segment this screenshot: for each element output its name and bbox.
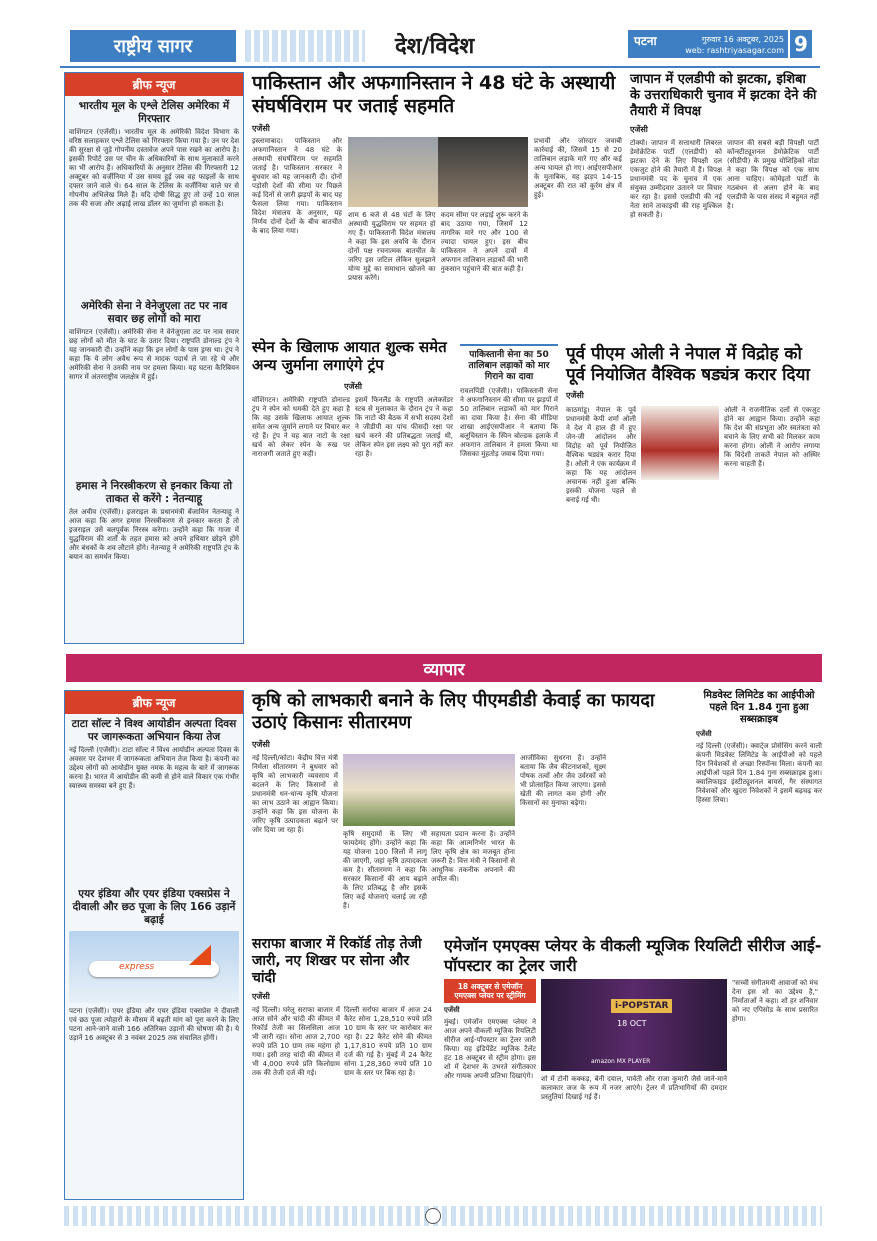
agri-col-4: आजीविका सुधरना है। उन्होंने बताया कि जैव कीटनाशकों, सूक्ष्म पोषक तत्वों और जैव उर्वरकों को भी प्रोत्साहित किया जाएगा। इससे खेती की लागत कम होगी और किसानों का मुनाफा बढ़ेगा।	[520, 753, 606, 807]
brief-tag: ब्रीफ न्यूज	[65, 691, 243, 714]
trump-col-1: वॉशिंगटन। अमेरिकी राष्ट्रपति डोनाल्ड ट्रंप ने स्पेन को धमकी देते हुए कहा है कि वह उसके खिलाफ आयात शुल्क समेत अन्य जुर्माने लगाने पर विचार कर रहे हैं। ट्रंप ने यह बात नाटो के रक्षा खर्च को लेकर स्पेन के रुख पर नाराजगी जताते हुए कही।	[252, 395, 350, 458]
story-title[interactable]: पाकिस्तानी सेना का 50 तालिबान लड़ाकों को मार गिराने का दावा	[468, 350, 550, 382]
date: गुरुवार 16 अक्टूबर, 2025	[701, 35, 784, 44]
japan-col-2: जापान की सबसे बड़ी विपक्षी पार्टी कॉन्स्टीट्यूशनल डेमोक्रेटिक पार्टी (सीडीपी) के प्रमुख योशिहिको नोडा ने कहा कि विपक्ष को एक साथ आना चाहिए। कोमेइतो पार्टी के गठबंधन से अलग होने के बाद एलडीपी के पास संसद में बहुमत नहीं है।	[727, 138, 819, 210]
bullion-col-1: नई दिल्ली। घरेलू सराफा बाजार में आज सोने और चांदी की कीमत में रिकॉर्ड तेजी का सिलसिला आज भी जारी रहा। सोना आज 2,700 रुपये प्रति 10 ग्राम तक महंगा हो गया। इसी तरह चांदी की कीमत में भी 4,000 रुपये प्रति किलोग्राम तक की तेजी दर्ज की गई।	[252, 1006, 340, 1078]
mxplayer-story	[444, 936, 822, 1200]
story-title[interactable]: भारतीय मूल के एश्ले टेलिस अमेरिका में गिरफ्तार	[78, 100, 230, 125]
city: पटना	[634, 34, 657, 48]
bullion-headline[interactable]: सराफा बाजार में रिकॉर्ड तोड़ तेजी जारी, नए शिखर पर सोना और चांदी	[252, 936, 422, 987]
plane-livery: express	[119, 962, 155, 972]
byline: एजेंसी	[630, 124, 648, 134]
byline: एजेंसी	[444, 1006, 460, 1015]
lead-col-2: शाम 6 बजे से 48 घंटों के लिए अस्थायी युद्धविराम पर सहमत हो गए हैं। पाकिस्तानी विदेश मंत्रालय ने कहा कि इस अवधि के दौरान दोनों पक्ष रचनात्मक बातचीत के जरिए इस जटिल लेकिन सुलझाने योग्य मुद्दे का समाधान खोजने का प्रयास करेंगे।	[348, 211, 436, 283]
nepal-story	[566, 344, 822, 644]
header-decoration	[245, 30, 365, 62]
agri-col-1: नई दिल्ली/कोटा। केंद्रीय वित्त मंत्री निर्मला सीतारमण ने बुधवार को कृषि को लाभकारी व्यवसाय में बदलने के लिए किसानों से प्रधानमंत्री धन-धान्य कृषि योजना का लाभ उठाने का आह्वान किया। उन्होंने कहा कि इस योजना के जरिए कृषि उत्पादकता बढ़ाने पर जोर दिया जा रहा है।	[252, 753, 338, 834]
agri-headline[interactable]: कृषि को लाभकारी बनाने के लिए पीएमडीडी केवाई का फायदा उठाएं किसानः सीतारमण	[252, 690, 655, 733]
nepal-col-2: ओली ने राजनीतिक दलों से एकजुट होने का आह्वान किया। उन्होंने कहा कि देश की संप्रभुता और स्वतंत्रता को बचाने के लिए सभी को मिलकर काम करना होगा। ओली ने आरोप लगाया कि विदेशी ताकतें नेपाल को अस्थिर करना चाहती हैं।	[724, 406, 820, 469]
story-title[interactable]: टाटा सॉल्ट ने विश्व आयोडीन अल्पता दिवस पर जागरूकता अभियान किया तेज	[71, 718, 237, 743]
ipo-text: नई दिल्ली (एजेंसी)। क्वार्ट्ज प्रोसेसिंग करने वाली कंपनी मिडवेस्ट लिमिटेड के आईपीओ को पहले दिन निवेशकों से अच्छा रिस्पॉन्स मिला। कंपनी का आईपीओ पहले दिन 1.84 गुना सब्सक्राइब हुआ। क्वालिफाइड इंस्टीट्यूशनल बायर्स, गैर संस्थागत निवेशकों और खुदरा निवेशकों ने इसमें बढ़चढ़ कर हिस्सा लिया।	[696, 741, 822, 804]
platform-brand: amazon MX PLAYER	[591, 1058, 651, 1066]
japan-headline[interactable]: जापान में एलडीपी को झटका, इशिबा के उत्तराधिकारी चुनाव में झटका देने की तैयारी में विपक्ष	[630, 72, 817, 119]
byline: एजेंसी	[344, 381, 362, 391]
section-bar-business: व्यापार	[66, 654, 822, 682]
oli-photo	[641, 406, 719, 480]
mxplayer-col-3: "सच्ची संगीतमयी आवाजों को मंच देना इस शो का उद्देश्य है," निर्माताओं ने कहा। शो हर शनिवार को नए एपिसोड के साथ प्रसारित होगा।	[732, 979, 818, 1024]
story-title[interactable]: अमेरिकी सेना ने वेनेजुएला तट पर नाव सवार छह लोगों को मारा	[80, 300, 228, 325]
bullion-col-2: दिल्ली सर्राफा बाजार में आज 24 कैरेट सोना 1,28,510 रुपये प्रति 10 ग्राम के स्तर पर कारोबार कर रहा है। 22 कैरेट सोने की कीमत 1,17,810 रुपये प्रति 10 ग्राम दर्ज की गई है। मुंबई में 24 कैरेट सोना 1,28,360 रुपये प्रति 10 ग्राम के स्तर पर बिक रहा है।	[344, 1006, 432, 1078]
paper-name: राष्ट्रीय सागर	[70, 30, 236, 62]
agri-story	[252, 690, 688, 930]
story-text: नई दिल्ली (एजेंसी)। टाटा सॉल्ट ने विश्व आयोडीन अल्पता दिवस के अवसर पर देशभर में जागरूकता अभियान तेज किया है। कंपनी का उद्देश्य लोगों को आयोडीन युक्त नमक के महत्व के बारे में जागरूक करना है। भारत में आयोडीन की कमी से होने वाले विकार एक गंभीर स्वास्थ्य समस्या बने हुए हैं।	[69, 746, 239, 790]
bullion-story	[252, 936, 436, 1200]
story-text: वाशिंगटन (एजेंसी)। अमेरिकी सेना ने वेनेजुएला तट पर नाव सवार छह लोगों को मौत के घाट के उतार दिया। राष्ट्रपति डोनाल्ड ट्रंप ने यह जानकारी दी। उन्होंने कहा कि इन लोगों के पास ड्रग्स था। ट्रंप ने कहा कि ये लोग अवैध रूप से मादक पदार्थ ले जा रहे थे और अमेरिकी सेना ने उनकी नाव पर हमला किया। यह घटना कैरिबियन सागर में अंतरराष्ट्रीय जलक्षेत्र में हुई।	[69, 328, 239, 381]
story-text: रावलपिंडी (एजेंसी)। पाकिस्तानी सेना ने अफगानिस्तान की सीमा पर झड़पों में 50 तालिबान लड़ाकों को मार गिराने का दावा किया है। सेना की मीडिया शाखा आईएसपीआर ने बताया कि बलूचिस्तान के स्पिन बोल्डक इलाके में अफगान तालिबान ने हमला किया था जिसका मुंहतोड़ जवाब दिया गया।	[460, 387, 558, 458]
trump-headline[interactable]: स्पेन के खिलाफ आयात शुल्क समेत अन्य जुर्माना लगाएंगे ट्रंप	[252, 338, 447, 375]
release-date: 18 OCT	[617, 1019, 647, 1029]
mxplayer-headline[interactable]: एमेजॉन एमएक्स प्लेयर के वीकली म्यूजिक रियलिटी सीरीज आई-पॉपस्टार का ट्रेलर जारी	[444, 936, 822, 975]
lead-col-3: कदम सीमा पर लड़ाई शुरू करने के बाद उठाया गया, जिसमें 12 नागरिक मारे गए और 100 से ज्यादा घायल हुए। इस बीच पाकिस्तान ने अपने दावों में अफगान तालिबान लड़ाकों की भारी नुकसान पहुंचाने की बात कही है।	[440, 211, 528, 274]
section-title: देश/विदेश	[395, 34, 475, 59]
agri-col-3: सहायता प्रदान करना है। उन्होंने कहा कि आत्मनिर्भर भारत के लिए कृषि क्षेत्र का मजबूत होना जरूरी है। वित्त मंत्री ने किसानों से आधुनिक तकनीक अपनाने की अपील की।	[431, 829, 515, 883]
story-text: तेल अवीव (एजेंसी)। इजराइल के प्रधानमंत्री बेंजामिन नेतन्याहू ने आज कहा कि अगर हमास निरस्त्रीकरण से इनकार करता है तो इजराइल उसे बलपूर्वक निरस्त्र करेगा। उन्होंने कहा कि गाजा में युद्धविराम की शर्तों के तहत हमास को अपने हथियार छोड़ने होंगे और बंधकों के शव लौटाने होंगे। नेतन्याहू ने अमेरिकी राष्ट्रपति ट्रंप के बयान का समर्थन किया।	[69, 508, 239, 561]
byline: एजेंसी	[696, 729, 712, 738]
story-title[interactable]: एयर इंडिया और एयर इंडिया एक्सप्रेस ने दीवाली और छठ पूजा के लिए 166 उड़ानें बढ़ाई	[72, 888, 236, 926]
mxplayer-col-2: शो में टोनी कक्कड़, बेनी दयाल, पार्वती और राजा कुमारी जैसे जाने-माने कलाकार जज के रूप में नजर आएंगे। ट्रेलर में प्रतिभागियों की दमदार प्रस्तुतियां दिखाई गई हैं।	[541, 1075, 727, 1102]
show-logo: i-POPSTAR	[611, 999, 672, 1013]
ipo-story	[696, 690, 822, 930]
ipo-headline[interactable]: मिडवेस्ट लिमिटेड का आईपीओ पहले दिन 1.84 गुना हुआ सब्सक्राइब	[703, 690, 815, 726]
registration-mark-icon	[425, 1208, 441, 1224]
lead-story	[252, 72, 622, 332]
lead-col-4: प्रभावी और जोरदार जवाबी कार्रवाई की, जिसमें 15 से 20 तालिबान लड़ाके मारे गए और कई अन्य घायल हो गए। आईएसपीआर के मुताबिक, यह झड़प 14-15 अक्टूबर की रात को कुर्रम क्षेत्र में हुई।	[534, 137, 622, 200]
lead-col-1: इस्लामाबाद। पाकिस्तान और अफगानिस्तान ने 48 घंटे के अस्थायी संघर्षविराम पर सहमति जताई है। पाकिस्तान सरकार ने बुधवार को यह जानकारी दी। दोनों पड़ोसी देशों की सीमा पर पिछले कई दिनों से जारी झड़पों के बाद यह फैसला लिया गया। पाकिस्तान विदेश मंत्रालय के अनुसार, यह निर्णय दोनों देशों के बीच बातचीत के बाद लिया गया।	[252, 137, 342, 236]
page-number: 9	[790, 30, 812, 58]
aircraft-photo	[69, 931, 239, 1003]
byline: एजेंसी	[566, 391, 584, 401]
promo-box: 18 अक्टूबर से एमेजॉन एमएक्स प्लेयर पर स्ट्रीमिंग	[444, 979, 536, 1003]
masthead	[0, 0, 877, 62]
japan-story	[630, 72, 820, 340]
brief-tag: ब्रीफ न्यूज	[65, 73, 243, 96]
nepal-col-1: काठमांडू। नेपाल के पूर्व प्रधानमंत्री केपी शर्मा ओली ने देश में हाल ही में हुए जेन-जी आंदोलन और विद्रोह को पूर्व नियोजित वैश्विक षड्यंत्र करार दिया है। ओली ने एक कार्यक्रम में कहा कि यह आंदोलन अचानक नहीं हुआ बल्कि इसकी योजना पहले से बनाई गई थी।	[566, 406, 636, 505]
website[interactable]: web: rashtriyasagar.com	[685, 46, 784, 55]
trump-story	[252, 338, 454, 644]
brief-news-sidebar-2	[64, 690, 244, 1200]
byline: एजेंसी	[252, 124, 270, 134]
story-text: वाशिंगटन (एजेंसी)। भारतीय मूल के अमेरिकी विदेश विभाग के वरिष्ठ सलाहकार एश्ले टेलिस को गिरफ्तार किया गया है। उन पर देश की सुरक्षा से जुड़े गोपनीय दस्तावेज अपने पास रखने का आरोप है। इसकी रिपोर्ट उस पर चीन के अधिकारियों के साथ मुलाकातें करने का भी आरोप है। अधिकारियों के अनुसार टेलिस की गिरफ्तारी 12 अक्टूबर को वर्जीनिया में उस समय हुई जब वह फाइलों के साथ दफ्तर जाने वाले थे। 64 साल के टेलिस के वर्जीनिया वाले घर से गोपनीय अभिलेख मिले हैं। यदि दोषी सिद्ध हुए तो उन्हें 10 साल तक की सजा और अढ़ाई लाख डॉलर का जुर्माना हो सकता है।	[69, 128, 239, 208]
header-divider	[60, 66, 820, 68]
nepal-headline[interactable]: पूर्व पीएम ओली ने नेपाल में विद्रोह को पूर्व नियोजित वैश्विक षड्यंत्र करार दिया	[566, 344, 810, 385]
trump-col-2: इसमें फिनलैंड के राष्ट्रपति अलेक्जेंडर स्टब से मुलाकात के दौरान ट्रंप ने कहा कि नाटो की बैठक में सभी सदस्य देशों ने जीडीपी का पांच फीसदी रक्षा पर खर्च करने की प्रतिबद्धता जताई थी, लेकिन स्पेन इस लक्ष्य को पूरा नहीं कर रहा है।	[355, 395, 453, 458]
byline: एजेंसी	[252, 992, 270, 1002]
story-title[interactable]: हमास ने निरस्त्रीकरण से इनकार किया तो ताकत से करेंगे : नेतन्याहू	[75, 480, 233, 505]
mxplayer-col-1: मुंबई। एमेजॉन एमएक्स प्लेयर ने आज अपने वीकली म्यूजिक रियलिटी सीरीज आई-पॉपस्टार का ट्रेलर जारी किया। यह इंडिपेंडेंट म्यूजिक टैलेंट हंट 18 अक्टूबर से स्ट्रीम होगा। इस शो में देशभर के उभरते संगीतकार और गायक अपनी प्रतिभा दिखाएंगे।	[444, 1018, 536, 1081]
lead-photo	[348, 137, 528, 207]
story-text: पटना (एजेंसी)। एयर इंडिया और एयर इंडिया एक्सप्रेस ने दीवाली एवं छठ पूजा त्योहारों के मौसम में बढ़ती मांग को पूरा करने के लिए पटना आने-जाने वाली 166 अतिरिक्त उड़ानों की घोषणा की है। ये उड़ानें 16 अक्टूबर से 3 नवंबर 2025 तक संचालित होंगी।	[69, 1007, 239, 1042]
footer-decoration	[64, 1206, 822, 1226]
agri-col-2: कृषि समुदायों के लिए भी फायदेमंद होंगे। उन्होंने कहा कि यह योजना 100 जिलों में लागू की जाएगी, जहां कृषि उत्पादकता कम है। सीतारमण ने कहा कि सरकार किसानों की आय बढ़ाने के लिए प्रतिबद्ध है और इसके लिए कई योजनाएं चलाई जा रही हैं।	[343, 829, 427, 910]
date-box	[628, 30, 788, 58]
mxplayer-poster	[541, 979, 727, 1071]
pak-taliban-story	[460, 344, 558, 644]
brief-news-sidebar	[64, 72, 244, 644]
lead-headline[interactable]: पाकिस्तान और अफगानिस्तान ने 48 घंटे के अस्थायी संघर्षविराम पर जताई सहमति	[252, 72, 616, 118]
japan-col-1: टोक्यो। जापान में सत्ताधारी लिबरल डेमोक्रेटिक पार्टी (एलडीपी) को झटका देने के लिए विपक्षी दल एकजुट होने की तैयारी में हैं। विपक्ष प्रधानमंत्री पद के चुनाव में एक संयुक्त उम्मीदवार उतारने पर विचार कर रहा है। इससे एलडीपी की नई नेता साने ताकाइची की राह मुश्किल हो सकती है।	[630, 138, 722, 219]
sitharaman-photo	[343, 754, 515, 826]
byline: एजेंसी	[252, 739, 270, 749]
